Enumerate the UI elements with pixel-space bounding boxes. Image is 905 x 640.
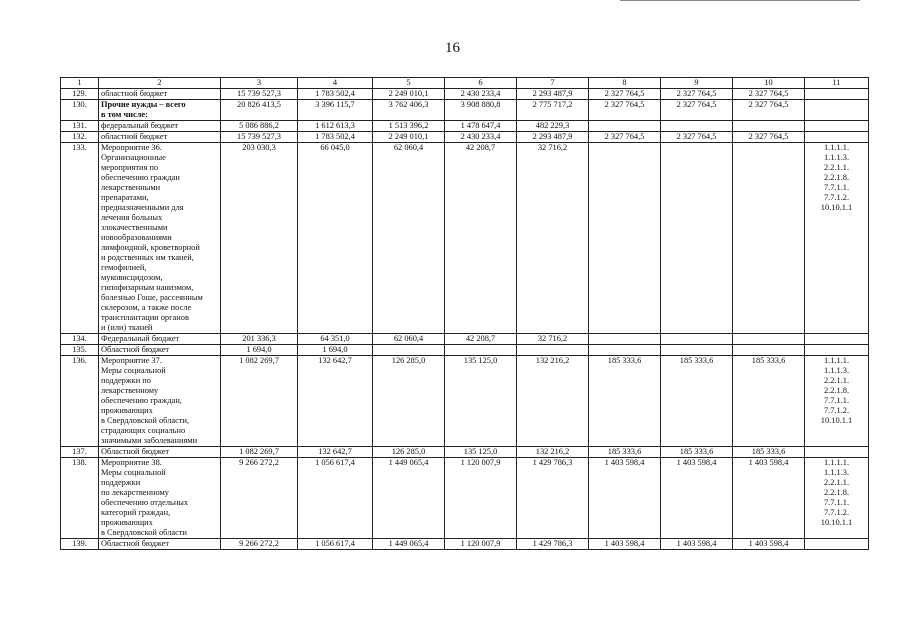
amount-cell: 1 403 598,4 [733,458,805,539]
amount-cell: 185 333,6 [589,447,661,458]
row-name-line: поддержки [101,478,141,487]
row-name [99,539,221,550]
amount-cell: 3 396 115,7 [298,100,373,121]
target-ref: 7.7.1.2. [823,508,850,517]
row-number: 131. [61,121,99,132]
amount-cell: 2 327 764,5 [661,132,733,143]
column-number: 2 [99,78,221,89]
amount-cell: 2 327 764,5 [733,100,805,121]
row-name-line: Мероприятие 38. [101,458,162,467]
amount-cell: 1 694,0 [298,345,373,356]
amount-cell: 2 327 764,5 [589,100,661,121]
amount-cell [589,345,661,356]
row-name-line: новообразованиями [101,233,172,242]
row-name [99,345,221,356]
amount-cell: 132 642,7 [298,356,373,447]
target-ref: 10.10.1.1 [820,518,853,527]
target-ref: 1.1.1.3. [823,153,850,162]
row-name-line: злокачественными [101,223,168,232]
row-name-line: обеспечению отдельных [101,498,189,507]
column-number: 4 [298,78,373,89]
amount-cell: 1 403 598,4 [733,539,805,550]
row-name [99,132,221,143]
amount-cell: 132 216,2 [517,356,589,447]
target-ref: 1.1.1.1. [823,356,850,365]
row-name-line: категорий граждан, [101,508,171,517]
table-row [61,121,869,132]
row-name [99,143,221,334]
amount-cell: 2 430 233,4 [445,89,517,100]
amount-cell: 5 086 886,2 [221,121,298,132]
row-name-line: Мероприятие 36. [101,143,162,152]
column-number: 6 [445,78,517,89]
row-name-line: в Свердловской области [101,528,187,537]
table-row [61,334,869,345]
amount-cell: 3 762 406,3 [373,100,445,121]
row-name-line: проживающих [101,518,153,527]
amount-cell [733,334,805,345]
target-refs [805,143,869,334]
amount-cell: 132 642,7 [298,447,373,458]
row-name-line: трансплантации органов [101,313,189,322]
target-refs [805,539,869,550]
table-row [61,143,869,334]
amount-cell: 2 327 764,5 [589,89,661,100]
target-ref: 7.7.1.1. [823,396,850,405]
amount-cell: 1 429 786,3 [517,458,589,539]
amount-cell: 2 327 764,5 [661,89,733,100]
amount-cell: 1 056 617,4 [298,458,373,539]
amount-cell: 2 293 487,9 [517,89,589,100]
row-number: 135. [61,345,99,356]
row-name-line: мероприятия по [101,163,159,172]
amount-cell [589,334,661,345]
amount-cell: 203 030,3 [221,143,298,334]
amount-cell: 32 716,2 [517,334,589,345]
row-name-line: Областной бюджет [101,539,170,548]
row-name [99,100,221,121]
amount-cell: 32 716,2 [517,143,589,334]
row-name-line: страдающих социально [101,426,186,435]
amount-cell: 1 449 065,4 [373,458,445,539]
target-ref: 2.2.1.8. [823,488,850,497]
amount-cell: 20 826 413,5 [221,100,298,121]
table-body [61,78,869,550]
target-ref: 10.10.1.1 [820,203,853,212]
row-name [99,121,221,132]
amount-cell [517,345,589,356]
target-ref: 7.7.1.1. [823,498,850,507]
target-ref: 1.1.1.1. [823,143,850,152]
amount-cell: 9 266 272,2 [221,539,298,550]
amount-cell: 135 125,0 [445,356,517,447]
amount-cell: 1 403 598,4 [589,539,661,550]
amount-cell: 2 327 764,5 [733,89,805,100]
amount-cell [445,345,517,356]
amount-cell: 2 327 764,5 [733,132,805,143]
target-ref: 2.2.1.1. [823,163,850,172]
amount-cell [373,345,445,356]
row-name-line: Областной бюджет [101,447,170,456]
target-ref: 1.1.1.3. [823,468,850,477]
column-number: 1 [61,78,99,89]
amount-cell: 2 775 717,2 [517,100,589,121]
row-name-line: Меры социальной [101,468,166,477]
amount-cell: 1 612 613,3 [298,121,373,132]
row-name-line: Прочие нужды – всего [101,100,186,109]
amount-cell [733,345,805,356]
amount-cell: 132 216,2 [517,447,589,458]
amount-cell: 1 403 598,4 [661,539,733,550]
amount-cell: 62 060,4 [373,143,445,334]
row-name-line: проживающих [101,406,153,415]
amount-cell: 2 249 010,1 [373,89,445,100]
target-ref: 1.1.1.1. [823,458,850,467]
row-name-line: федеральный бюджет [101,121,179,130]
target-ref: 7.7.1.2. [823,406,850,415]
amount-cell [733,121,805,132]
row-name-line: Областной бюджет [101,345,170,354]
column-number: 8 [589,78,661,89]
amount-cell: 1 449 065,4 [373,539,445,550]
amount-cell: 1 082 269,7 [221,447,298,458]
row-name-line: по лекарственному [101,488,169,497]
amount-cell: 1 783 502,4 [298,89,373,100]
amount-cell: 126 285,0 [373,447,445,458]
amount-cell: 126 285,0 [373,356,445,447]
page-number: 16 [445,40,460,56]
amount-cell: 185 333,6 [589,356,661,447]
table-row [61,458,869,539]
amount-cell: 1 513 396,2 [373,121,445,132]
amount-cell: 66 045,0 [298,143,373,334]
table-row [61,345,869,356]
target-refs [805,345,869,356]
target-ref: 7.7.1.1. [823,183,850,192]
amount-cell: 15 739 527,3 [221,89,298,100]
amount-cell: 1 783 502,4 [298,132,373,143]
row-name-line: склерозом, а также после [101,303,192,312]
target-ref: 2.2.1.1. [823,376,850,385]
amount-cell: 1 120 007,9 [445,539,517,550]
amount-cell: 64 351,0 [298,334,373,345]
target-refs [805,447,869,458]
amount-cell: 2 327 764,5 [661,100,733,121]
row-name-line: Федеральный бюджет [101,334,180,343]
row-name-line: лекарственному [101,386,159,395]
row-name-line: областной бюджет [101,89,168,98]
row-name-line: обеспечению граждан [101,173,180,182]
amount-cell: 42 208,7 [445,334,517,345]
amount-cell: 482 229,3 [517,121,589,132]
row-number: 130. [61,100,99,121]
row-name-line: лимфоидной, кроветворной [101,243,200,252]
amount-cell: 2 249 010,1 [373,132,445,143]
amount-cell: 185 333,6 [661,447,733,458]
amount-cell [589,121,661,132]
row-name-line: лечения больных [101,213,163,222]
amount-cell [661,345,733,356]
target-refs [805,121,869,132]
column-number-row [61,78,869,89]
table-row [61,356,869,447]
target-ref: 10.10.1.1 [820,416,853,425]
target-refs [805,100,869,121]
amount-cell: 185 333,6 [733,447,805,458]
amount-cell: 2 293 487,9 [517,132,589,143]
amount-cell: 15 739 527,3 [221,132,298,143]
row-name-line: обеспечению граждан, [101,396,182,405]
row-number: 129. [61,89,99,100]
amount-cell: 2 327 764,5 [589,132,661,143]
amount-cell: 1 403 598,4 [589,458,661,539]
target-refs [805,458,869,539]
row-name-line: предназначенными для [101,203,184,212]
amount-cell: 1 403 598,4 [661,458,733,539]
row-name-line: Организационные [101,153,166,162]
amount-cell [589,143,661,334]
table-row [61,539,869,550]
target-refs [805,356,869,447]
amount-cell: 1 429 786,3 [517,539,589,550]
row-name [99,458,221,539]
column-number: 7 [517,78,589,89]
target-ref: 1.1.1.3. [823,366,850,375]
row-name-line: областной бюджет [101,132,168,141]
row-number: 136. [61,356,99,447]
amount-cell: 1 082 269,7 [221,356,298,447]
row-name-line: значимыми заболеваниями [101,436,198,445]
row-name-line: Меры социальной [101,366,166,375]
amount-cell: 185 333,6 [661,356,733,447]
column-number: 9 [661,78,733,89]
row-number: 138. [61,458,99,539]
row-number: 139. [61,539,99,550]
table-row [61,89,869,100]
row-number: 134. [61,334,99,345]
amount-cell: 62 060,4 [373,334,445,345]
row-number: 133. [61,143,99,334]
table-row [61,447,869,458]
amount-cell: 201 336,3 [221,334,298,345]
row-name [99,89,221,100]
amount-cell: 3 908 880,8 [445,100,517,121]
row-name-line: препаратами, [101,193,149,202]
target-refs [805,89,869,100]
row-number: 137. [61,447,99,458]
target-ref: 2.2.1.8. [823,173,850,182]
row-number: 132. [61,132,99,143]
row-name-line: поддержки по [101,376,151,385]
amount-cell [661,121,733,132]
amount-cell: 1 120 007,9 [445,458,517,539]
top-rule [620,0,860,1]
amount-cell: 1 056 617,4 [298,539,373,550]
row-name-line: лекарственными [101,183,161,192]
row-name-line: в Свердловской области, [101,416,190,425]
row-name-line: и родственных им тканей, [101,253,194,262]
amount-cell: 1 478 647,4 [445,121,517,132]
amount-cell: 42 208,7 [445,143,517,334]
table-row [61,100,869,121]
target-ref: 2.2.1.8. [823,386,850,395]
column-number: 3 [221,78,298,89]
row-name [99,334,221,345]
amount-cell: 185 333,6 [733,356,805,447]
row-name-line: гемофилией, [101,263,147,272]
amount-cell: 9 266 272,2 [221,458,298,539]
target-ref: 2.2.1.1. [823,478,850,487]
row-name [99,356,221,447]
target-ref: 7.7.1.2. [823,193,850,202]
table-row [61,132,869,143]
amount-cell [661,334,733,345]
budget-table [60,77,869,550]
column-number: 5 [373,78,445,89]
target-refs [805,334,869,345]
column-number: 10 [733,78,805,89]
column-number: 11 [805,78,869,89]
target-refs [805,132,869,143]
row-name-line: гипофизарным нанизмом, [101,283,194,292]
amount-cell: 2 430 233,4 [445,132,517,143]
row-name-line: муковисцидозом, [101,273,163,282]
row-name-line: в том числе: [101,110,148,119]
row-name-line: Мероприятие 37. [101,356,162,365]
amount-cell: 1 694,0 [221,345,298,356]
row-name-line: болезнью Гоше, рассеянным [101,293,203,302]
amount-cell: 135 125,0 [445,447,517,458]
row-name-line: и (или) тканей [101,323,153,332]
amount-cell [733,143,805,334]
row-name [99,447,221,458]
amount-cell [661,143,733,334]
